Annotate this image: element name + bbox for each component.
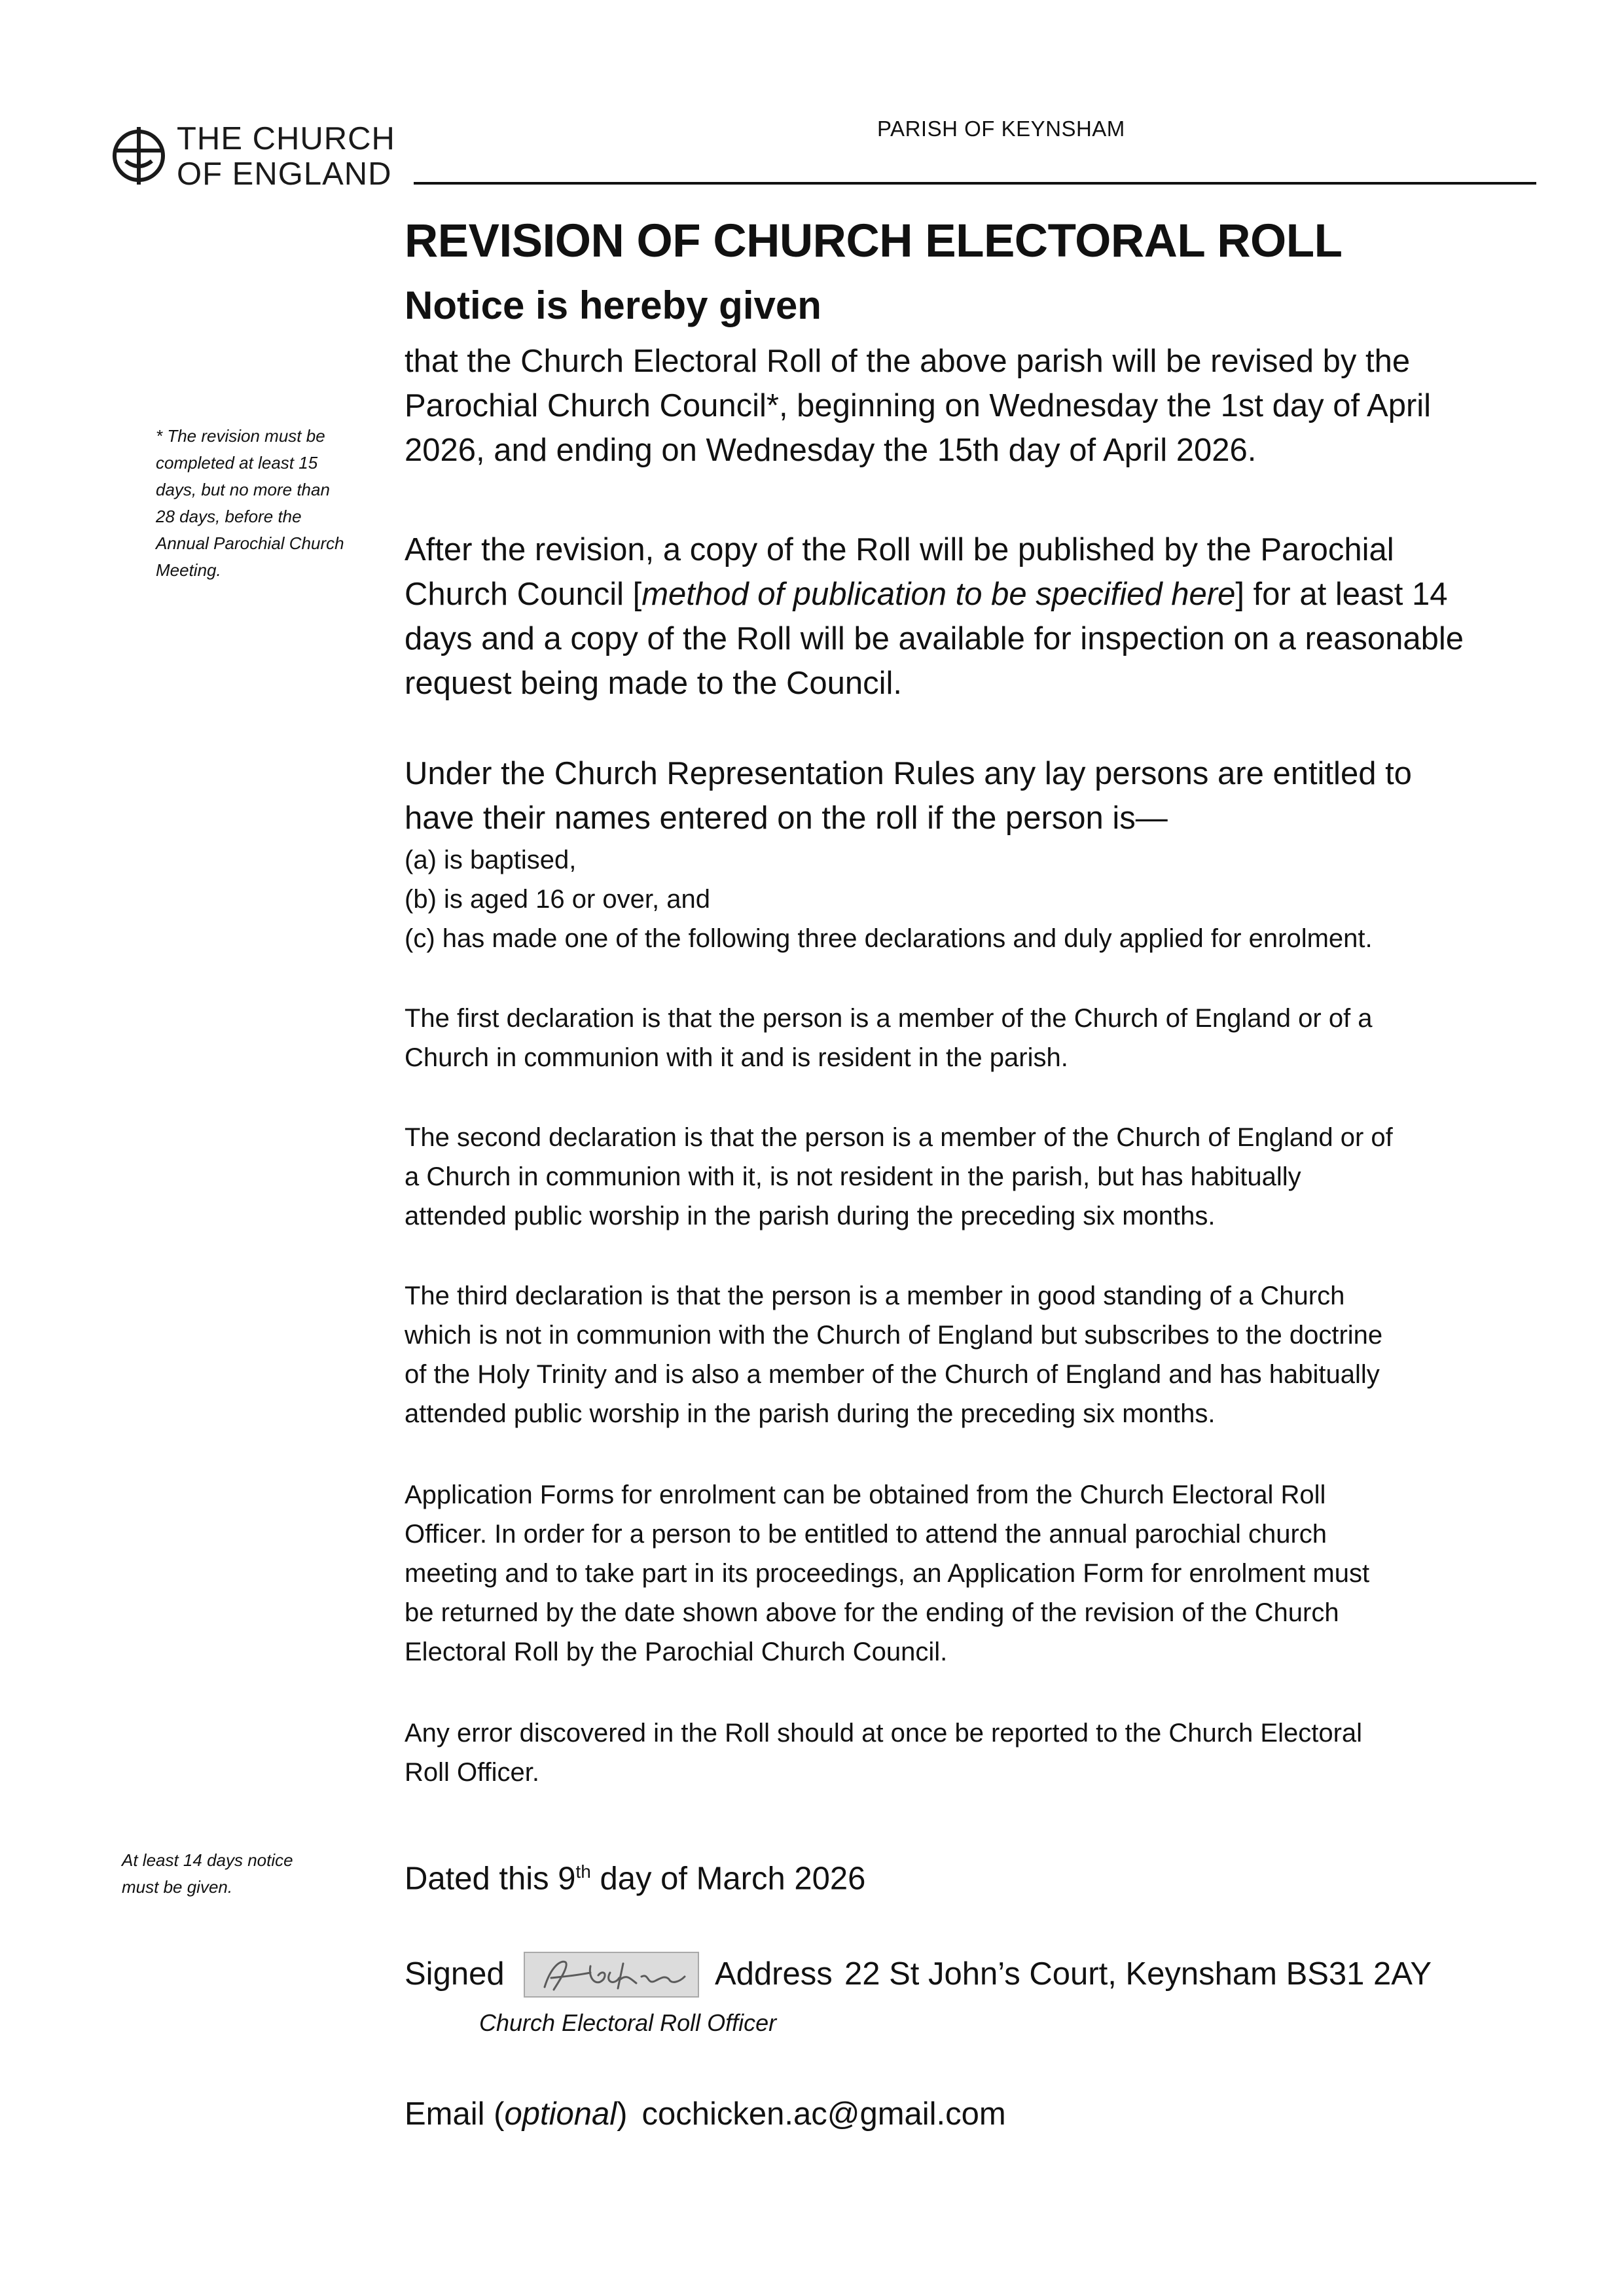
notice-margin-note — [122, 1847, 370, 1901]
signer-role: Church Electoral Roll Officer — [479, 2009, 777, 2036]
logo-line-2: OF ENGLAND — [177, 156, 392, 192]
page-title: REVISION OF CHURCH ELECTORAL ROLL — [405, 215, 1343, 267]
logo-line-1: THE CHURCH — [177, 121, 395, 156]
list-item: (c) has made one of the following three declarations and duly applied for enrolment. — [405, 924, 1373, 953]
note-line: 28 days, before the — [156, 507, 302, 526]
errors-line: Any error discovered in the Roll should at once be reported to the Church Electoral — [405, 1719, 1363, 1748]
application-line: be returned by the date shown above for the ending of the revision of the Church — [405, 1598, 1339, 1627]
email-line — [405, 2092, 1006, 2136]
email-label: ) — [617, 2096, 628, 2132]
email-address: cochicken.ac@gmail.com — [641, 2096, 1006, 2132]
cross-emblem-icon — [111, 124, 166, 187]
application-line: Application Forms for enrolment can be obtained from the Church Electoral Roll — [405, 1480, 1326, 1509]
declaration-line: The second declaration is that the person is a member of the Church of England or of — [405, 1123, 1393, 1152]
note-line: Annual Parochial Church — [156, 533, 344, 553]
church-of-england-logo — [111, 121, 406, 193]
application-line: meeting and to take part in its proceedings, an Application Form for enrolment must — [405, 1559, 1370, 1588]
address-label: Address — [715, 1956, 833, 1992]
list-item: (b) is aged 16 or over, and — [405, 885, 710, 914]
second-declaration — [405, 1118, 1557, 1236]
errors-line: Roll Officer. — [405, 1758, 539, 1787]
revision-margin-note — [156, 423, 378, 584]
email-optional: optional — [504, 2096, 617, 2132]
intro-paragraph — [405, 339, 1557, 473]
declaration-line: attended public worship in the parish during the preceding six months. — [405, 1202, 1216, 1230]
publication-line: After the revision, a copy of the Roll will be published by the Parochial — [405, 532, 1394, 567]
third-declaration — [405, 1276, 1557, 1433]
rules-line: Under the Church Representation Rules any lay persons are entitled to — [405, 756, 1412, 791]
publication-text: ] for at least 14 — [1235, 577, 1448, 612]
intro-line: Parochial Church Council*, beginning on Wednesday the 1st day of April — [405, 388, 1432, 423]
publication-line — [405, 572, 1557, 617]
dated-text: day of March 2026 — [590, 1861, 866, 1897]
application-line: Electoral Roll by the Parochial Church Council. — [405, 1638, 948, 1666]
dated-ordinal: th — [575, 1861, 591, 1882]
first-declaration — [405, 999, 1557, 1077]
rules-intro — [405, 751, 1557, 840]
email-label: Email ( — [405, 2096, 505, 2132]
errors-paragraph — [405, 1713, 1557, 1792]
declaration-line: attended public worship in the parish during the preceding six months. — [405, 1399, 1216, 1428]
declaration-line: of the Holy Trinity and is also a member of the Church of England and has habitually — [405, 1360, 1380, 1389]
signed-label: Signed — [405, 1956, 505, 1992]
dated-line — [405, 1850, 865, 1901]
declaration-line: a Church in communion with it, is not resident in the parish, but has habitually — [405, 1162, 1301, 1191]
note-line: At least 14 days notice — [122, 1850, 293, 1870]
note-line: Meeting. — [156, 560, 221, 580]
publication-line: request being made to the Council. — [405, 666, 902, 701]
parish-name: PARISH OF KEYNSHAM — [877, 117, 1125, 141]
application-paragraph — [405, 1475, 1557, 1672]
publication-paragraph — [405, 528, 1557, 706]
dated-text: Dated this 9 — [405, 1861, 576, 1897]
publication-text: Church Council [ — [405, 577, 642, 612]
intro-line: that the Church Electoral Roll of the above parish will be revised by the — [405, 344, 1411, 379]
address-value: 22 St John’s Court, Keynsham BS31 2AY — [844, 1956, 1432, 1992]
note-line: days, but no more than — [156, 480, 330, 499]
declaration-line: The third declaration is that the person is a member in good standing of a Church — [405, 1282, 1345, 1310]
publication-method-placeholder: method of publication to be specified here — [641, 577, 1236, 612]
rules-list — [405, 840, 1557, 958]
list-item: (a) is baptised, — [405, 846, 577, 874]
intro-line: 2026, and ending on Wednesday the 15th day of April 2026. — [405, 433, 1257, 468]
publication-line: days and a copy of the Roll will be available for inspection on a reasonable — [405, 621, 1464, 656]
declaration-line: which is not in communion with the Church of England but subscribes to the doctrine — [405, 1321, 1383, 1350]
declaration-line: Church in communion with it and is resident in the parish. — [405, 1043, 1068, 1072]
signature-image — [524, 1952, 699, 1998]
logo-wordmark — [177, 121, 395, 192]
note-line: * The revision must be — [156, 426, 325, 446]
application-line: Officer. In order for a person to be entitled to attend the annual parochial church — [405, 1520, 1327, 1549]
page-subtitle: Notice is hereby given — [405, 283, 821, 327]
note-line: must be given. — [122, 1877, 233, 1897]
header-divider — [414, 182, 1536, 185]
declaration-line: The first declaration is that the person is a member of the Church of England or of a — [405, 1004, 1373, 1033]
handwritten-signature — [525, 1953, 700, 1999]
note-line: completed at least 15 — [156, 453, 318, 473]
rules-line: have their names entered on the roll if the person is— — [405, 800, 1168, 836]
